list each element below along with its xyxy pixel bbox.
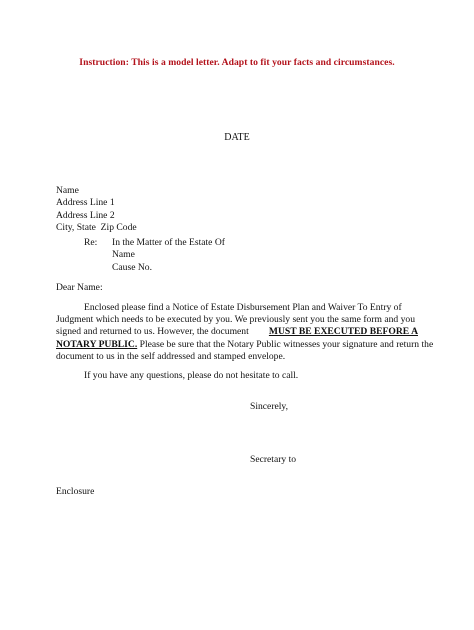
signature-secretary: Secretary to — [250, 454, 297, 465]
body-line-2: Judgment which needs to be executed by you. We previously sent you the same form and you — [56, 314, 416, 326]
notary-public-emphasis: NOTARY PUBLIC. — [56, 338, 138, 350]
address-name: Name — [56, 185, 79, 196]
body-line-1: Enclosed please find a Notice of Estate Disbursement Plan and Waiver To Entry of — [84, 302, 402, 313]
enclosure-note: Enclosure — [56, 486, 95, 497]
re-name: Name — [112, 249, 135, 261]
address-city-state-zip: City, State Zip Code — [56, 222, 137, 234]
letter-date: DATE — [224, 132, 250, 143]
questions-line: If you have any questions, please do not hesitate to call. — [84, 370, 299, 381]
address-line-2: Address Line 2 — [56, 209, 115, 221]
must-be-executed-emphasis: MUST BE EXECUTED BEFORE A — [268, 326, 418, 338]
re-label: Re: — [84, 237, 98, 248]
body-paragraph — [56, 302, 434, 363]
address-line-1: Address Line 1 — [56, 197, 115, 209]
recipient-address — [56, 185, 137, 235]
body-line-3 — [56, 326, 418, 338]
body-line-3-text: signed and returned to us. However, the document — [56, 326, 249, 338]
instruction-note: Instruction: This is a model letter. Adapt to fit your facts and circumstances. — [79, 57, 395, 68]
body-line-5: document to us in the self addressed and stamped envelope. — [56, 350, 286, 362]
re-cause-no: Cause No. — [112, 261, 152, 273]
re-lines — [112, 237, 225, 274]
salutation: Dear Name: — [56, 282, 103, 293]
closing-sincerely: Sincerely, — [250, 401, 289, 412]
re-matter: In the Matter of the Estate Of — [112, 237, 225, 248]
body-line-4 — [56, 338, 434, 351]
body-line-4-text: Please be sure that the Notary Public witnesses your signature and return the — [137, 338, 434, 350]
